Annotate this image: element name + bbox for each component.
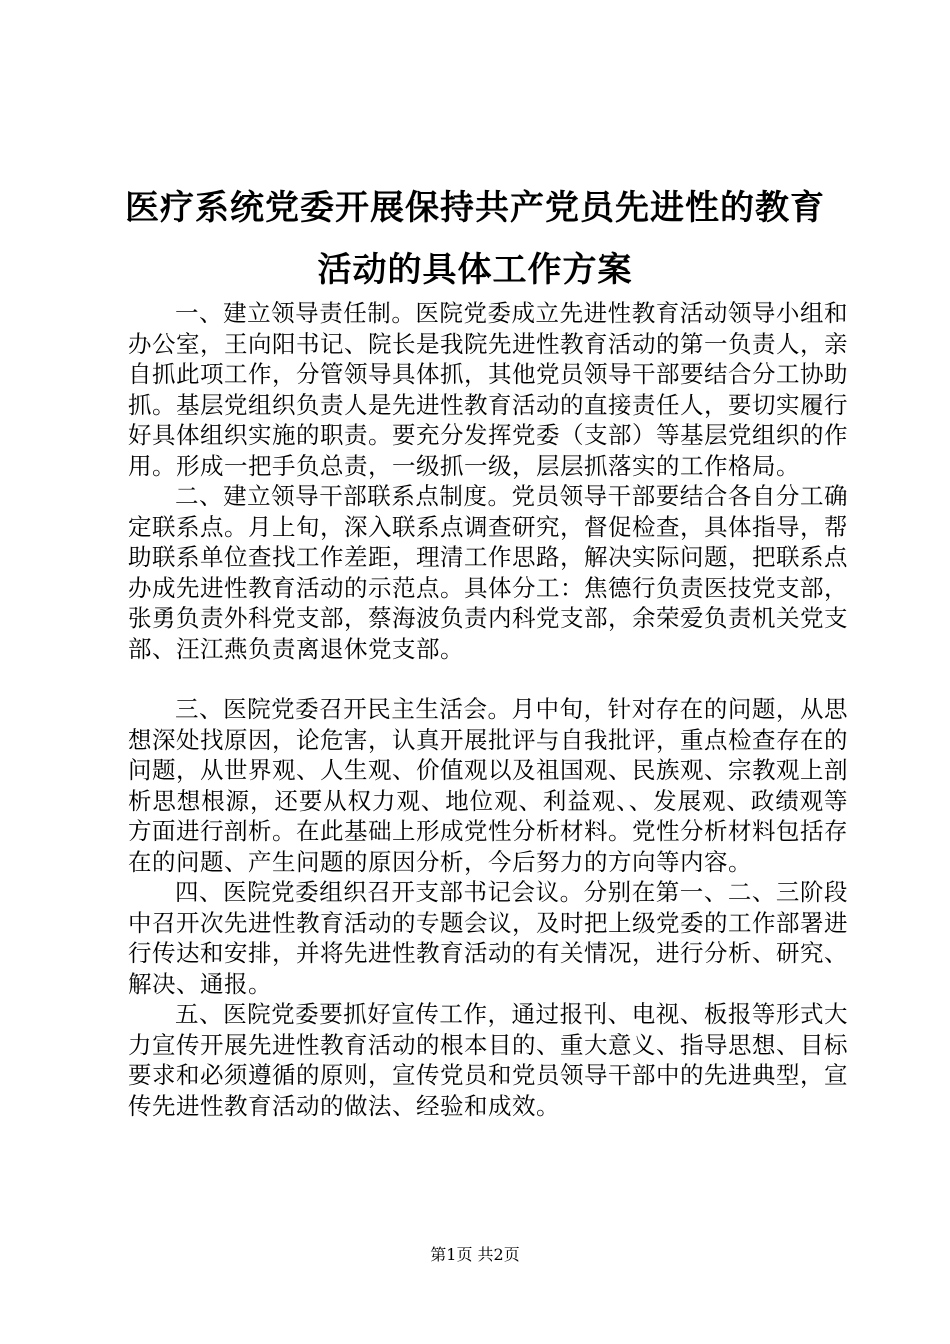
document-title-line-1: 医疗系统党委开展保持共产党员先进性的教育 — [125, 188, 825, 228]
paragraph-2: 二、建立领导干部联系点制度。党员领导干部要结合各自分工确定联系点。月上旬，深入联系点调查研究，督促检查，具体指导，帮助联系单位查找工作差距，理清工作思路，解决实际问题，把联系点办成先进性教育活动的示范点。具体分工：焦德行负责医技党支部，张勇负责外科党支部，蔡海波负责内科党支部，余荣爱负责机关党支部、汪江燕负责离退休党支部。 — [128, 482, 848, 663]
paragraph-1: 一、建立领导责任制。医院党委成立先进性教育活动领导小组和办公室，王向阳书记、院长是我院先进性教育活动的第一负责人，亲自抓此项工作，分管领导具体抓，其他党员领导干部要结合分工协助抓。基层党组织负责人是先进性教育活动的直接责任人，要切实履行好具体组织实施的职责。要充分发挥党委（支部）等基层党组织的作用。形成一把手负总责，一级抓一级，层层抓落实的工作格局。 — [128, 299, 848, 480]
paragraph-5: 五、医院党委要抓好宣传工作，通过报刊、电视、板报等形式大力宣传开展先进性教育活动的根本目的、重大意义、指导思想、目标要求和必须遵循的原则，宣传党员和党员领导干部中的先进典型，宣传先进性教育活动的做法、经验和成效。 — [128, 1000, 848, 1120]
paragraph-4: 四、医院党委组织召开支部书记会议。分别在第一、二、三阶段中召开次先进性教育活动的专题会议，及时把上级党委的工作部署进行传达和安排，并将先进性教育活动的有关情况，进行分析、研究、解决、通报。 — [128, 878, 848, 998]
paragraph-3: 三、医院党委召开民主生活会。月中旬，针对存在的问题，从思想深处找原因，论危害，认真开展批评与自我批评，重点检查存在的问题，从世界观、人生观、价值观以及祖国观、民族观、宗教观上剖析思想根源，还要从权力观、地位观、利益观、、发展观、政绩观等方面进行剖析。在此基础上形成党性分析材料。党性分析材料包括存在的问题、产生问题的原因分析，今后努力的方向等内容。 — [128, 695, 848, 876]
document-title-line-2: 活动的具体工作方案 — [317, 250, 633, 290]
document-body — [128, 298, 848, 1121]
page-footer: 第1页 共2页 — [430, 1245, 520, 1264]
